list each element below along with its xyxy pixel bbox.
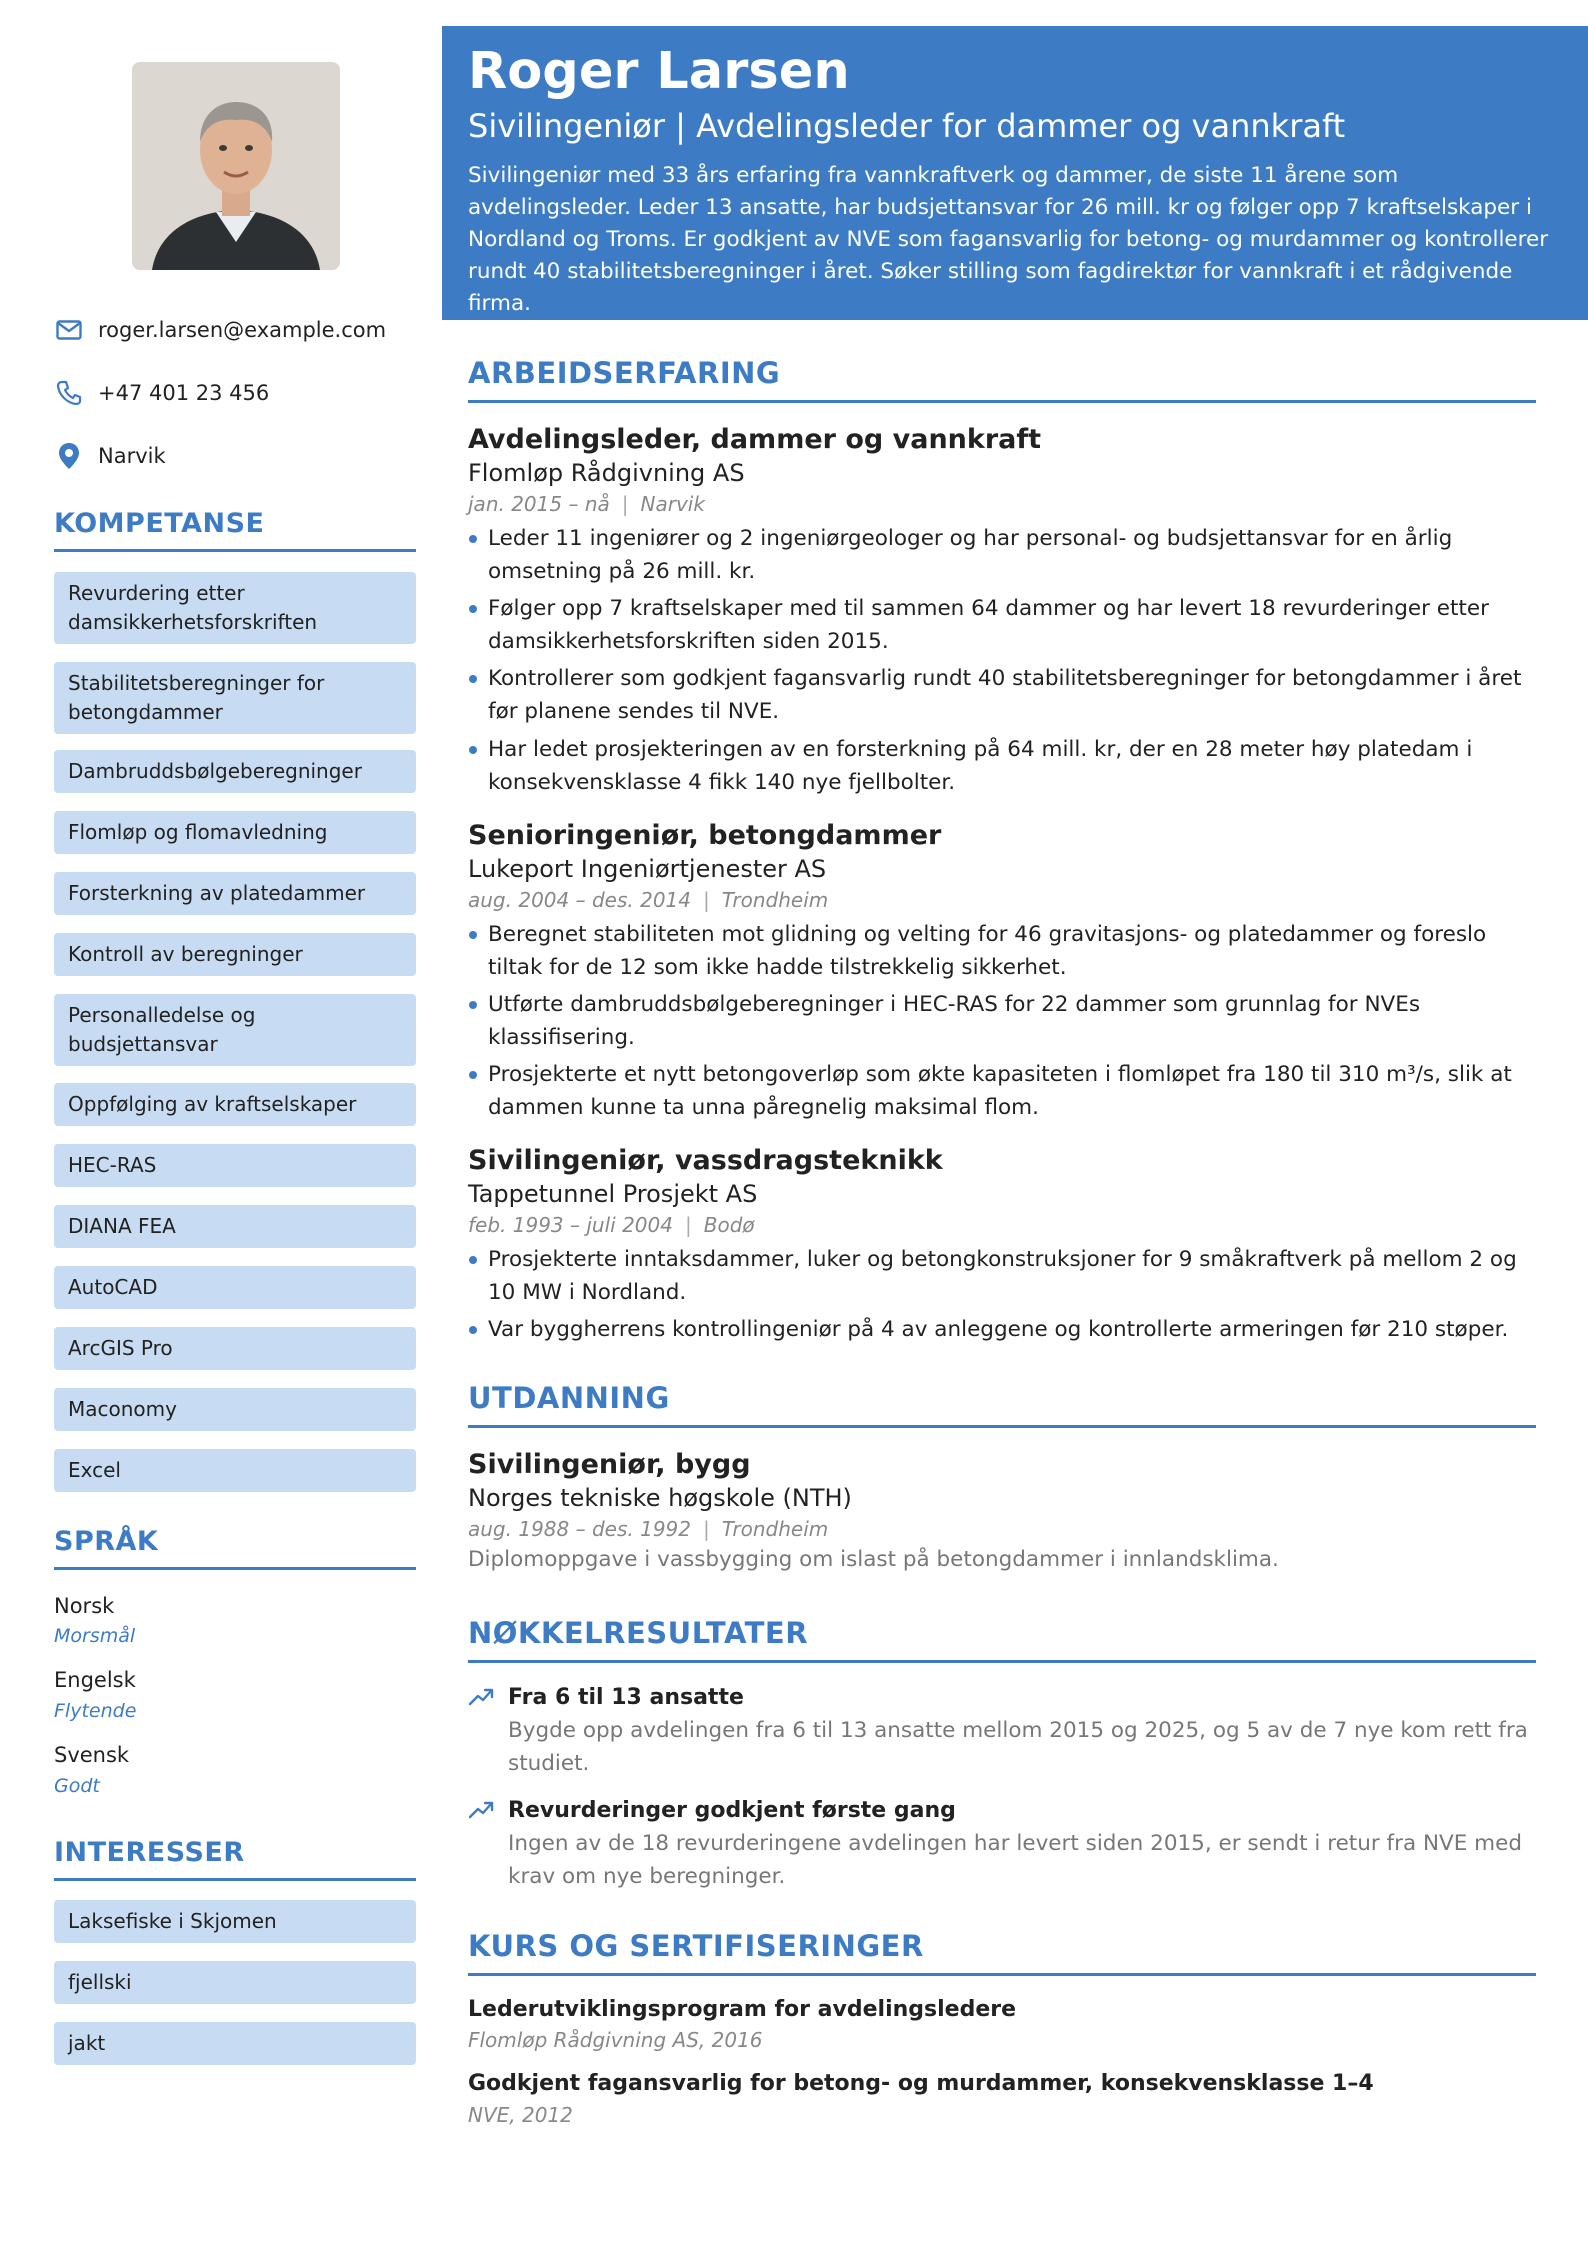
interest-tag: Laksefiske i Skjomen [54,1900,416,1943]
cert-source: Flomløp Rådgivning AS, 2016 [468,2028,763,2052]
contact-phone[interactable] [54,373,416,413]
job-company: Lukeport Ingeniørtjenester AS [468,855,827,883]
job-title: Sivilingeniør, vassdragsteknikk [468,1145,943,1176]
education-heading: UTDANNING [468,1381,1536,1428]
skill-tag: Excel [54,1449,416,1492]
interest-tag: jakt [54,2022,416,2065]
results-heading: NØKKELRESULTATER [468,1616,1536,1663]
mail-icon [54,315,84,345]
contact-location [54,436,416,476]
degree-title: Sivilingeniør, bygg [468,1449,751,1480]
job-bullet: Beregnet stabiliteten mot glidning og velting for 46 gravitasjons- og platedammer og foreslo tiltak for de 12 som ikke hadde tilstrekkelig sikkerhet. [468,918,1536,984]
job-bullet: Var byggherrens kontrollingeniør på 4 av anleggene og kontrollerte armeringen før 210 støper. [468,1313,1536,1346]
skill-tag: Forsterkning av platedammer [54,872,416,915]
phone-icon [54,378,84,408]
location-text: Narvik [98,444,166,468]
interest-tag: fjellski [54,1961,416,2004]
skill-tag: Flomløp og flomavledning [54,811,416,854]
education-place: Trondheim [721,1517,829,1541]
certifications-heading: KURS OG SERTIFISERINGER [468,1929,1536,1976]
language-name: Engelsk [54,1668,136,1692]
languages-heading: SPRÅK [54,1526,416,1570]
result-title: Revurderinger godkjent første gang [508,1798,956,1823]
job-period: aug. 2004 – des. 2014 [468,888,691,912]
interests-heading: INTERESSER [54,1837,416,1881]
job-place: Bodø [703,1213,755,1237]
trending-up-icon [468,1799,494,1821]
skill-tag: AutoCAD [54,1266,416,1309]
skill-tag: Maconomy [54,1388,416,1431]
skills-heading: KOMPETANSE [54,508,416,552]
language-level: Godt [54,1775,100,1797]
job-meta: feb. 1993 – juli 2004 | Bodø [468,1213,755,1237]
education-meta: aug. 1988 – des. 1992 | Trondheim [468,1517,829,1541]
job-bullet: Følger opp 7 kraftselskaper med til sammen 64 dammer og har levert 18 revurderinger etter damsikkerhetsforskriften siden 2015. [468,592,1536,658]
language-name: Norsk [54,1594,115,1618]
skill-tag: Personalledelse og budsjettansvar [54,994,416,1066]
education-note: Diplomoppgave i vassbygging om islast på betongdammer i innlandsklima. [468,1547,1279,1572]
job-bullet: Har ledet prosjekteringen av en forsterkning på 64 mill. kr, der en 28 meter høy platedam i konsekvensklasse 4 fikk 140 nye fjellbolter. [468,733,1536,799]
person-name: Roger Larsen [468,42,850,101]
cert-title: Godkjent fagansvarlig for betong- og murdammer, konsekvensklasse 1–4 [468,2071,1374,2096]
sidebar [54,0,416,2246]
job-bullet: Utførte dambruddsbølgeberegninger i HEC-RAS for 22 dammer som grunnlag for NVEs klassifisering. [468,988,1536,1054]
experience-heading: ARBEIDSERFARING [468,356,1536,403]
result-description: Bygde opp avdelingen fra 6 til 13 ansatte mellom 2015 og 2025, og 5 av de 7 nye kom rett fra studiet. [508,1718,1528,1776]
job-meta: aug. 2004 – des. 2014 | Trondheim [468,888,829,912]
language-name: Svensk [54,1743,130,1767]
language-level: Morsmål [54,1625,136,1647]
person-title: Sivilingeniør | Avdelingsleder for dammer og vannkraft [468,107,1346,145]
job-period: jan. 2015 – nå [468,492,610,516]
header-banner [442,26,1588,320]
skill-tag: Oppfølging av kraftselskaper [54,1083,416,1126]
email-text: roger.larsen@example.com [98,318,387,342]
skill-tag: Stabilitetsberegninger for betongdammer [54,662,416,734]
skill-tag: Kontroll av beregninger [54,933,416,976]
result-title: Fra 6 til 13 ansatte [508,1685,744,1710]
portrait-illustration [132,62,340,270]
contact-email[interactable] [54,310,416,350]
skill-tag: Dambruddsbølgeberegninger [54,750,416,793]
skill-tag: DIANA FEA [54,1205,416,1248]
result-item [468,1682,1536,1780]
job-place: Trondheim [721,888,829,912]
phone-text: +47 401 23 456 [98,381,270,405]
skill-tag: ArcGIS Pro [54,1327,416,1370]
job-bullet: Prosjekterte et nytt betongoverløp som økte kapasiteten i flomløpet fra 180 til 310 m³/s, slik at dammen kunne ta unna påregnelig maksimal flom. [468,1058,1536,1124]
education-period: aug. 1988 – des. 1992 [468,1517,691,1541]
location-pin-icon [54,441,84,471]
result-item [468,1795,1536,1893]
job-period: feb. 1993 – juli 2004 [468,1213,673,1237]
job-company: Tappetunnel Prosjekt AS [468,1180,758,1208]
trending-up-icon [468,1686,494,1708]
skill-tag: Revurdering etter damsikkerhetsforskriften [54,572,416,644]
job-bullet: Prosjekterte inntaksdammer, luker og betongkonstruksjoner for 9 småkraftverk på mellom 2 og 10 MW i Nordland. [468,1243,1536,1309]
cert-title: Lederutviklingsprogram for avdelingsledere [468,1997,1017,2022]
job-title: Senioringeniør, betongdammer [468,820,942,851]
school-name: Norges tekniske høgskole (NTH) [468,1484,852,1512]
cert-source: NVE, 2012 [468,2103,573,2127]
job-bullet: Kontrollerer som godkjent fagansvarlig rundt 40 stabilitetsberegninger for betongdammer i året før planene sendes til NVE. [468,662,1536,728]
job-title: Avdelingsleder, dammer og vannkraft [468,424,1042,455]
job-company: Flomløp Rådgivning AS [468,459,745,487]
skill-tag: HEC-RAS [54,1144,416,1187]
profile-summary: Sivilingeniør med 33 års erfaring fra vannkraftverk og dammer, de siste 11 årene som avdelingsleder. Leder 13 ansatte, har budsjettansvar for 26 mill. kr og følger opp 7 kraftselskaper i Nordland og Troms. Er godkjent av NVE som fagansvarlig for betong- og murdammer og kontrollerer rundt 40 stabilitetsberegninger i året. Søker stilling som fagdirektør for vannkraft i et rådgivende firma. [468,163,1549,316]
job-bullet: Leder 11 ingeniører og 2 ingeniørgeologer og har personal- og budsjettansvar for en årlig omsetning på 26 mill. kr. [468,522,1536,588]
language-level: Flytende [54,1700,137,1722]
job-meta: jan. 2015 – nå | Narvik [468,492,705,516]
job-place: Narvik [640,492,705,516]
profile-photo [132,62,340,270]
result-description: Ingen av de 18 revurderingene avdelingen har levert siden 2015, er sendt i retur fra NVE med krav om nye beregninger. [508,1831,1522,1889]
